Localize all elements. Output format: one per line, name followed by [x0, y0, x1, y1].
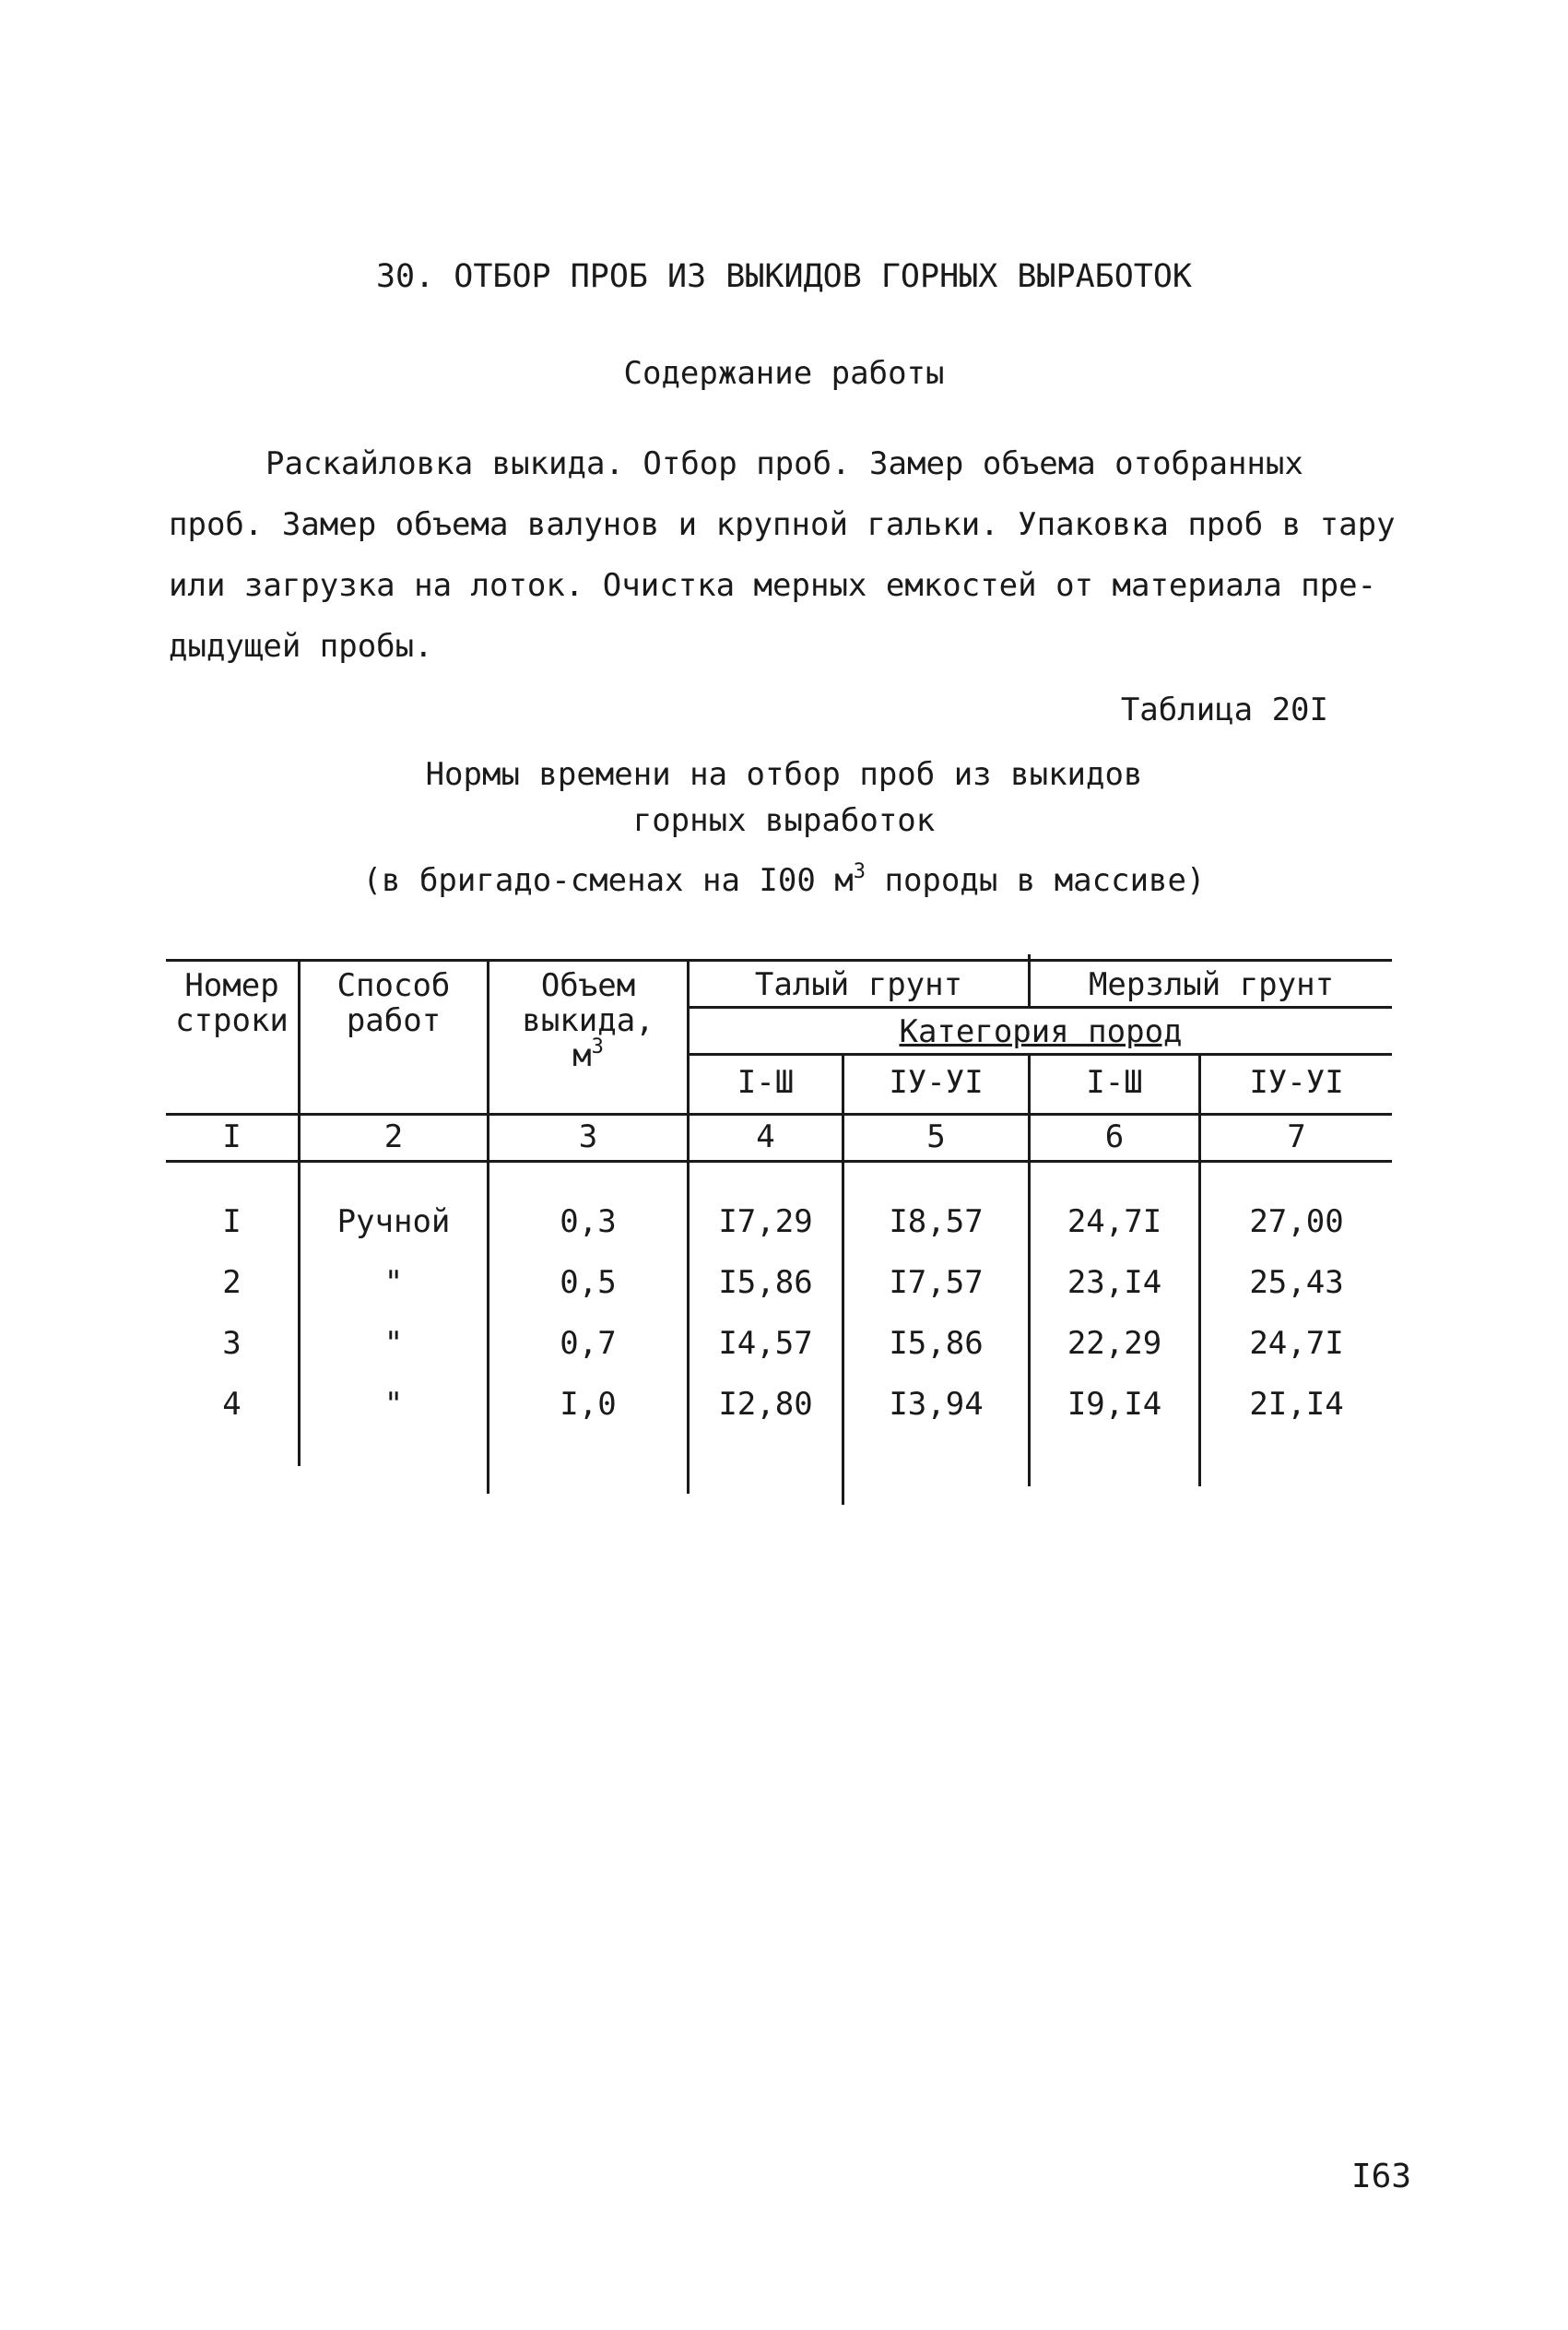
table-label: Таблица 20I [1120, 692, 1328, 728]
table-units-text: (в бригадо-сменах на I00 м [362, 862, 854, 899]
header-volume [489, 968, 687, 1073]
header-text: Способ [336, 967, 451, 1004]
table-cell: 24,7I [1249, 1325, 1344, 1362]
header-divider [687, 1006, 1392, 1009]
table-cell: 25,43 [1249, 1264, 1344, 1301]
table-cell: I8,57 [889, 1203, 984, 1240]
column-number: 5 [926, 1118, 946, 1155]
table-cell: " [383, 1264, 404, 1301]
table-cell: I,0 [560, 1386, 617, 1423]
table-cell: 2I,I4 [1249, 1386, 1344, 1423]
table-top-border [166, 959, 1392, 962]
header-frozen-soil: Мерзлый грунт [1088, 966, 1335, 1003]
table-cell: I5,86 [718, 1264, 813, 1301]
paragraph-line: дыдущей пробы. [169, 628, 433, 665]
header-category-col: IУ-УI [1249, 1064, 1344, 1101]
table-cell: 0,3 [560, 1203, 617, 1240]
header-row-number [166, 968, 298, 1038]
table-cell: I4,57 [718, 1325, 813, 1362]
paragraph-line: Раскайловка выкида. Отбор проб. Замер объема отобранных [265, 445, 1303, 482]
table-cell: 27,00 [1249, 1203, 1344, 1240]
table-cell: 22,29 [1067, 1325, 1162, 1362]
header-category-col: I-Ш [737, 1064, 795, 1101]
page-number: I63 [1350, 2158, 1411, 2195]
header-method [301, 968, 487, 1038]
section-title: 30. ОТБОР ПРОБ ИЗ ВЫКИДОВ ГОРНЫХ ВЫРАБОТОК [375, 258, 1192, 295]
table-caption-line: горных выработок [632, 802, 936, 839]
header-unit-superscript: 3 [591, 1035, 604, 1059]
header-category-col: I-Ш [1086, 1064, 1143, 1101]
header-rock-category: Категория пород [899, 1013, 1183, 1050]
header-text: выкида, [522, 1002, 654, 1039]
header-unit [489, 1035, 687, 1074]
header-divider [687, 1053, 1392, 1056]
table-cell: I5,86 [889, 1325, 984, 1362]
header-text: Номер [184, 967, 279, 1004]
column-number: 4 [756, 1118, 775, 1155]
work-content-heading: Содержание работы [623, 355, 945, 392]
table-cell: 0,5 [560, 1264, 617, 1301]
table-cell: " [383, 1386, 404, 1423]
table-caption [0, 751, 1568, 844]
table-cell: I7,57 [889, 1264, 984, 1301]
table-cell: I7,29 [718, 1203, 813, 1240]
table-cell: 4 [222, 1386, 242, 1423]
column-number: 6 [1104, 1118, 1125, 1155]
table-cell: 2 [222, 1264, 242, 1301]
column-number: I [222, 1118, 242, 1155]
header-text: работ [346, 1002, 442, 1039]
work-content-paragraph [169, 433, 1404, 677]
header-text: Объем [540, 967, 636, 1004]
table-cell: 0,7 [560, 1325, 617, 1362]
table-cell: I9,I4 [1067, 1386, 1162, 1423]
table-cell: 24,7I [1067, 1203, 1162, 1240]
table-units-superscript: 3 [853, 860, 866, 883]
table-cell: I3,94 [889, 1386, 984, 1423]
table-cell: " [383, 1325, 404, 1362]
header-bottom-border [166, 1113, 1392, 1116]
paragraph-line: или загрузка на лоток. Очистка мерных емкостей от материала пре- [169, 567, 1377, 604]
header-text: строки [175, 1002, 289, 1039]
table-units [0, 862, 1568, 899]
header-unit-text: м [572, 1037, 592, 1074]
table-caption-line: Нормы времени на отбор проб из выкидов [425, 756, 1143, 793]
table-units-text-end: породы в массиве) [866, 862, 1206, 899]
table-cell: I [222, 1203, 242, 1240]
table-cell: I2,80 [718, 1386, 813, 1423]
table-cell: 23,I4 [1067, 1264, 1162, 1301]
header-category-col: IУ-УI [889, 1064, 984, 1101]
paragraph-line: проб. Замер объема валунов и крупной гальки. Упаковка проб в тару [169, 506, 1396, 543]
table-cell: Ручной [336, 1203, 451, 1240]
table-cell: 3 [222, 1325, 242, 1362]
column-number: 3 [578, 1118, 598, 1155]
column-numbers-border [166, 1160, 1392, 1163]
column-number: 7 [1287, 1118, 1306, 1155]
column-number: 2 [383, 1118, 404, 1155]
header-thawed-soil: Талый грунт [754, 966, 963, 1003]
